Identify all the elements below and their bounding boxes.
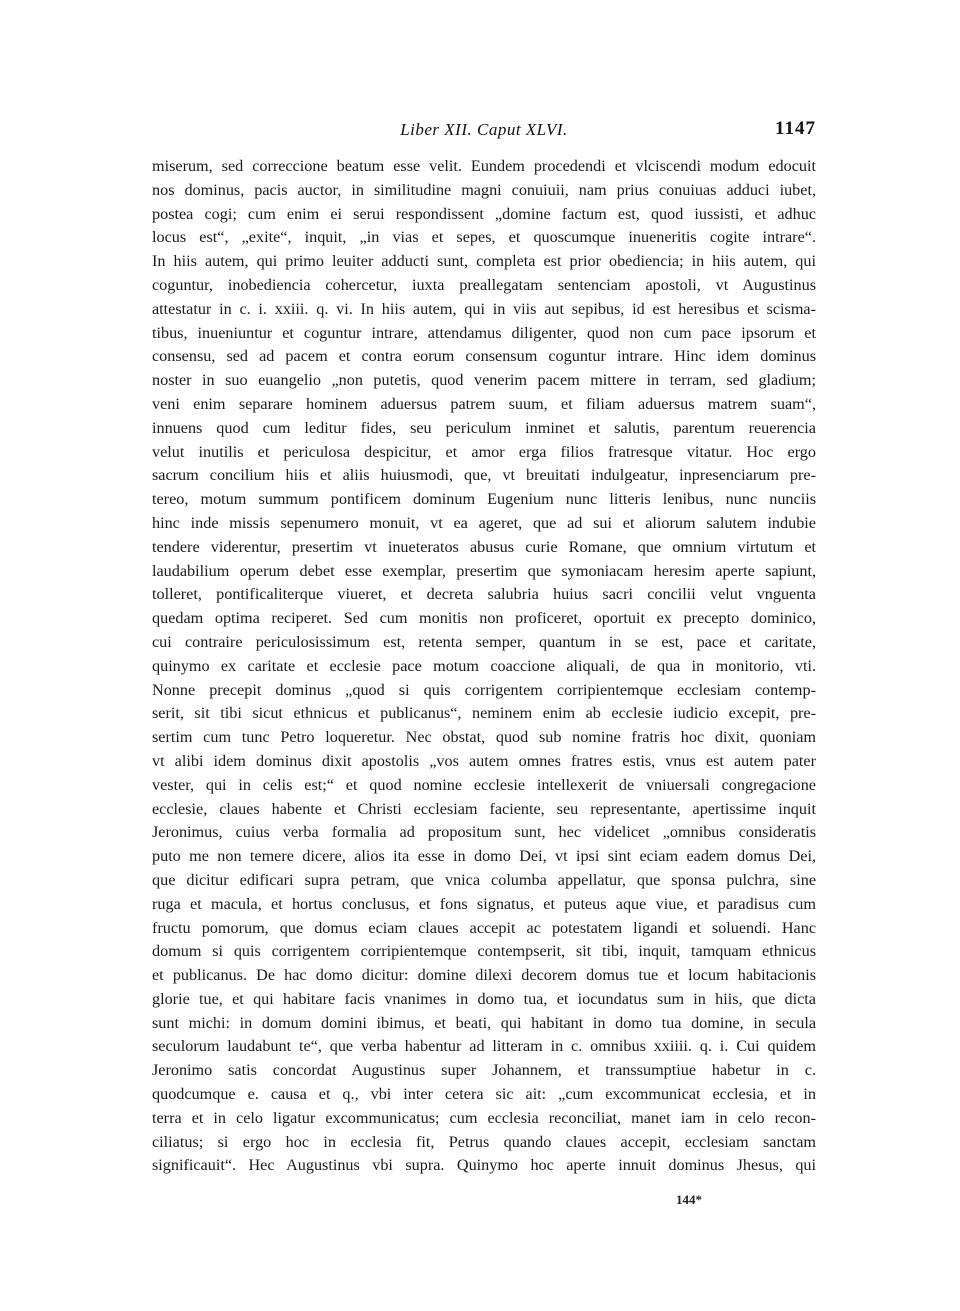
text-line: tendere viderentur, presertim vt inueteratos abusus curie Romane, que omnium virtutum et — [152, 537, 816, 556]
text-line: sunt michi: in domum domini ibimus, et beati, qui habitant in domo tua domine, in secula — [152, 1013, 816, 1032]
text-line: nos dominus, pacis auctor, in similitudine magni conuiuii, nam prius conuiuas adduci iubet, — [152, 180, 816, 199]
text-line: velut inutilis et periculosa despicitur, et amor erga filios fratresque vitatur. Hoc ergo — [152, 442, 816, 461]
text-line: seculorum laudabunt te“, que verba habentur ad litteram in c. omnibus xxiiii. q. i. Cui quidem — [152, 1037, 816, 1056]
text-line: cui contraire periculosissimum est, retenta semper, quantum in se est, pace et caritate, — [152, 632, 816, 651]
text-line: puto me non temere dicere, alios ita esse in domo Dei, vt ipsi sint eciam eadem domus Dei, — [152, 847, 816, 866]
text-line: vt alibi idem dominus dixit apostolis „vos autem omnes fratres estis, vnus est autem pater — [152, 751, 816, 770]
text-line: ruga et macula, et hortus conclusus, et fons signatus, et puteus aque viue, et paradisus cum — [152, 894, 816, 913]
text-line: tolleret, pontificaliterque viueret, et decreta salubria huius sacri concilii velut vnguenta — [152, 585, 816, 604]
text-line: tibus, inueniuntur et coguntur intrare, attendamus diligenter, quod non cum pace ipsorum et — [152, 323, 816, 342]
text-line: quinymo ex caritate et ecclesie pace motum coaccione aliquali, de qua in monitorio, vti. — [152, 656, 816, 675]
text-line: glorie tue, et qui habitare facis vnanimes in domo tua, et iocundatus sum in hiis, que dicta — [152, 989, 816, 1008]
text-line: coguntur, inobediencia cohercetur, iuxta preallegatam sentenciam apostoli, vt Augustinus — [152, 275, 816, 294]
text-body — [152, 155, 816, 1178]
text-line: et publicanus. De hac domo dicitur: domine dilexi decorem domus tue et locum habitacionis — [152, 966, 816, 985]
text-line: innuens quod cum leditur fides, seu periculum inminet et salutis, parentum reuerencia — [152, 418, 816, 437]
text-line: Nonne precepit dominus „quod si quis corrigentem corripientemque ecclesiam contemp- — [152, 680, 816, 699]
text-line: tereo, motum summum pontificem dominum Eugenium nunc litteris lenibus, nunc nunciis — [152, 490, 816, 509]
text-line: vester, qui in celis est;“ et quod nomine ecclesie intellexerit de vniuersali congregacione — [152, 775, 816, 794]
text-line: fructu pomorum, que domus eciam claues accepit ac potestatem ligandi et soluendi. Hanc — [152, 918, 816, 937]
text-line: Jeronimus, cuius verba formalia ad propositum sunt, hec videlicet „omnibus consideratis — [152, 823, 816, 842]
text-line: quodcumque e. causa et q., vbi inter cetera sic ait: „cum excommunicat ecclesia, et in — [152, 1085, 816, 1104]
text-line: miserum, sed correccione beatum esse velit. Eundem procedendi et vlciscendi modum edocuit — [152, 157, 816, 175]
text-line: sacrum concilium hiis et aliis huiusmodi, que, vt breuitati indulgeatur, inpresenciarum pre- — [152, 466, 816, 485]
text-line: postea cogi; cum enim ei serui respondissent „domine factum est, quod iussisti, et adhuc — [152, 204, 816, 223]
text-line: Jeronimo satis concordat Augustinus super Johannem, et transsumptiue habetur in c. — [152, 1061, 816, 1080]
text-line: hinc inde missis sepenumero monuit, vt ea ageret, que ad sui et aliorum salutem indubie — [152, 513, 816, 532]
text-line: In hiis autem, qui primo leuiter adducti sunt, completa est prior obediencia; in hiis autem, qui — [152, 252, 816, 271]
text-line: consensu, sed ad pacem et contra eorum consensum coguntur intrare. Hinc idem dominus — [152, 347, 816, 366]
text-line: sertim cum tunc Petro loqueretur. Nec obstat, quod sub nomine fratris hoc dixit, quoniam — [152, 728, 816, 747]
text-line: laudabilium operum debet esse exemplar, presertim que symoniacam heresim aperte sapiunt, — [152, 561, 816, 580]
text-line: domum si quis corrigentem corripientemque contempserit, sit tibi, inquit, tamquam ethnicus — [152, 942, 816, 961]
text-line: ciliatus; si ergo hoc in ecclesia fit, Petrus quando claues accepit, ecclesiam sanctam — [152, 1132, 816, 1151]
text-line: serit, sit tibi sicut ethnicus et publicanus“, neminem enim ab ecclesie iudicio excepit, pre- — [152, 704, 816, 723]
signature-mark: 144* — [676, 1192, 702, 1207]
text-line: significauit“. Hec Augustinus vbi supra. Quinymo hoc aperte innuit dominus Jhesus, qui — [152, 1156, 816, 1175]
text-line: que dicitur edificari supra petram, que vnica columba appellatur, que sponsa pulchra, sine — [152, 870, 816, 889]
text-line: terra et in celo ligatur excommunicatus; cum ecclesia reconciliat, manet iam in celo recon- — [152, 1108, 816, 1127]
text-line: locus est“, „exite“, inquit, „in vias et sepes, et quoscumque inueneritis cogite intrare“. — [152, 228, 816, 247]
running-title: Liber XII. Caput XLVI. — [400, 120, 568, 139]
running-head — [152, 118, 816, 144]
text-line: ecclesie, claues habente et Christi ecclesiam faciente, seu representante, apertissime inquit — [152, 799, 816, 818]
text-line: noster in suo euangelio „non putetis, quod venerim pacem mittere in terram, sed gladium; — [152, 371, 816, 390]
text-line: veni enim separare hominem aduersus patrem suum, et filiam aduersus matrem suam“, — [152, 394, 816, 413]
text-line: quedam optima reciperet. Sed cum monitis non proficeret, oportuit ex precepto dominico, — [152, 609, 816, 628]
page-number: 1147 — [775, 118, 816, 139]
text-line: attestatur in c. i. xxiii. q. vi. In hiis autem, qui in viis aut sepibus, id est heresibus et scisma- — [152, 299, 816, 318]
